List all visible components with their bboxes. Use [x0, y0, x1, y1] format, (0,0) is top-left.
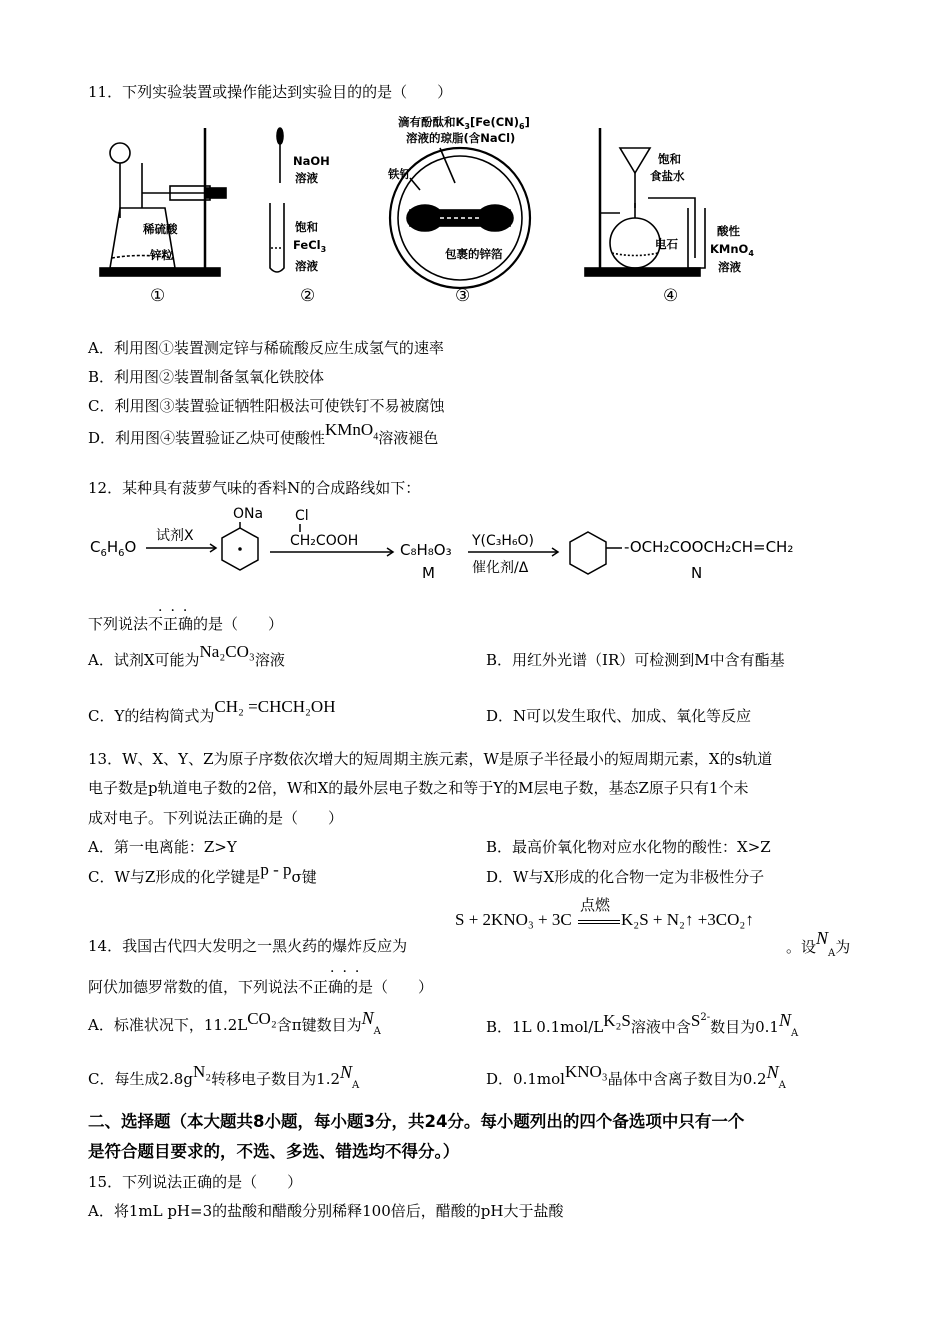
- svg-text:铁钉: 铁钉: [388, 167, 411, 181]
- emphasis-dots: ···: [158, 603, 196, 619]
- svg-text:饱和: 饱和: [295, 220, 318, 234]
- q14-option-b: B．1L 0.1mol/LK₂S溶液中含$S^{2-}$数目为$0.1N_A$: [486, 1010, 799, 1039]
- svg-text:N: N: [691, 564, 703, 582]
- q15-stem: 15．下列说法正确的是（ ）: [88, 1173, 303, 1191]
- fig2-test-tube: [270, 128, 284, 272]
- svg-text:M: M: [422, 564, 435, 582]
- svg-text:C6H6O: $C_6H_6O$: [90, 538, 137, 559]
- svg-text:②: ②: [300, 286, 316, 306]
- q14-stem-post: 。设$N_A$为: [786, 928, 851, 959]
- svg-text:试剂X: 试剂X: [156, 528, 194, 544]
- q11-option-c: C．利用图③装置验证牺牲阳极法可使铁钉不易被腐蚀: [88, 397, 445, 415]
- q11-stem: 11．下列实验装置或操作能达到实验目的的是（ ）: [88, 83, 453, 101]
- q13-option-b: B．最高价氧化物对应水化物的酸性：X>Z: [486, 838, 771, 856]
- svg-text:Y(C₃H₆O): Y(C₃H₆O): [472, 533, 535, 549]
- q13-option-a: A．第一电离能：Z>Y: [88, 838, 237, 856]
- svg-text:KMnO4: KMnO$_4$: [710, 242, 754, 258]
- q11-option-b: B．利用图②装置制备氢氧化铁胶体: [88, 368, 325, 386]
- emphasis-dots: ···: [330, 964, 368, 980]
- svg-text:酸性: 酸性: [717, 224, 740, 238]
- q12-option-a: A．试剂X可能为Na₂CO₃溶液: [88, 642, 285, 669]
- q13-stem-line2: 电子数是p轨道电子数的2倍，W和X的最外层电子数之和等于Y的M层电子数，基态Z原子只有1个未: [88, 779, 749, 797]
- q14-option-c: C．每生成2.8gN₂转移电子数目为$1.2N_A$: [88, 1062, 360, 1091]
- svg-text:①: ①: [150, 286, 166, 306]
- svg-text:锌粒: 锌粒: [150, 248, 173, 262]
- section2-heading-line1: 二、选择题（本大题共8小题，每小题3分，共24分。每小题列出的四个备选项中只有一个: [88, 1112, 745, 1131]
- section2-heading-line2: 是符合题目要求的，不选、多选、错选均不得分。）: [88, 1142, 460, 1161]
- q11-option-a: A．利用图①装置测定锌与稀硫酸反应生成氢气的速率: [88, 339, 444, 357]
- q12-synthesis-route: [88, 500, 848, 590]
- q13-stem-line3: 成对电子。下列说法正确的是（ ）: [88, 809, 344, 827]
- fig4-acetylene-apparatus: [585, 128, 705, 276]
- q11-apparatus-figures: [90, 108, 810, 308]
- svg-text:③: ③: [455, 286, 471, 306]
- svg-text:CH₂COOH: CH₂COOH: [290, 533, 359, 549]
- q12-stem: 12．某种具有菠萝气味的香料N的合成路线如下：: [88, 479, 421, 497]
- svg-text:Cl: Cl: [295, 508, 309, 524]
- q12-option-d: D．N可以发生取代、加成、氧化等反应: [486, 707, 752, 725]
- fig3-petri-dish: [390, 148, 530, 288]
- q11-option-d: D．利用图④装置验证乙炔可使酸性KMnO$_4$溶液褪色: [88, 420, 439, 447]
- svg-text:FeCl3: FeCl$_3$: [293, 238, 327, 254]
- q13-option-d: D．W与X形成的化合物一定为非极性分子: [486, 868, 765, 886]
- svg-text:稀硫酸: 稀硫酸: [143, 222, 178, 236]
- svg-text:ONa: ONa: [233, 506, 264, 522]
- svg-text:NaOH: NaOH: [293, 154, 330, 168]
- svg-text:④: ④: [663, 286, 679, 306]
- svg-text:溶液: 溶液: [295, 171, 318, 185]
- q15-option-a: A．将1mL pH=3的盐酸和醋酸分别稀释100倍后，醋酸的pH大于盐酸: [88, 1202, 564, 1220]
- q14-option-d: D．0.1molKNO₃晶体中含离子数目为$0.2N_A$: [486, 1062, 786, 1091]
- q14-stem-line2: 阿伏加德罗常数的值，下列说法不正确的是（ ）: [88, 978, 434, 996]
- svg-text:食盐水: 食盐水: [650, 169, 685, 183]
- q13-option-c: C．W与Z形成的化学键是p - pσ键: [88, 860, 317, 886]
- svg-text:溶液: 溶液: [295, 259, 318, 273]
- svg-text:-OCH₂COOCH₂CH=CH₂: -OCH₂COOCH₂CH=CH₂: [624, 538, 794, 556]
- kmno4-formula: KMnO$_4$: [325, 420, 379, 443]
- q13-stem-line1: 13．W、X、Y、Z为原子序数依次增大的短周期主族元素，W是原子半径最小的短周期元素，X的s轨道: [88, 750, 773, 768]
- q12-option-b: B．用红外光谱（IR）可检测到M中含有酯基: [486, 651, 785, 669]
- svg-text:饱和: 饱和: [658, 152, 681, 166]
- q12-option-c: C．Y的结构简式为CH₂ =CHCH₂OH: [88, 697, 336, 725]
- svg-text:C₈H₈O₃: C₈H₈O₃: [400, 541, 452, 559]
- svg-text:溶液: 溶液: [718, 260, 741, 274]
- svg-text:电石: 电石: [655, 237, 678, 251]
- svg-text:催化剂/Δ: 催化剂/Δ: [472, 560, 529, 576]
- q14-stem-pre: 14．我国古代四大发明之一黑火药的爆炸反应为: [88, 937, 408, 955]
- svg-text:溶液的琼脂(含NaCl): 溶液的琼脂(含NaCl): [406, 131, 516, 145]
- q12-question: 下列说法不正确的是（ ）: [88, 615, 284, 633]
- svg-text:包裹的锌箔: 包裹的锌箔: [445, 247, 503, 261]
- svg-text:滴有酚酞和K3[Fe(CN)6]: 滴有酚酞和$K_3[Fe(CN)_6]$: [398, 115, 530, 131]
- q14-option-a: A．标准状况下，11.2LCO₂含π键数目为$N_A$: [88, 1008, 381, 1037]
